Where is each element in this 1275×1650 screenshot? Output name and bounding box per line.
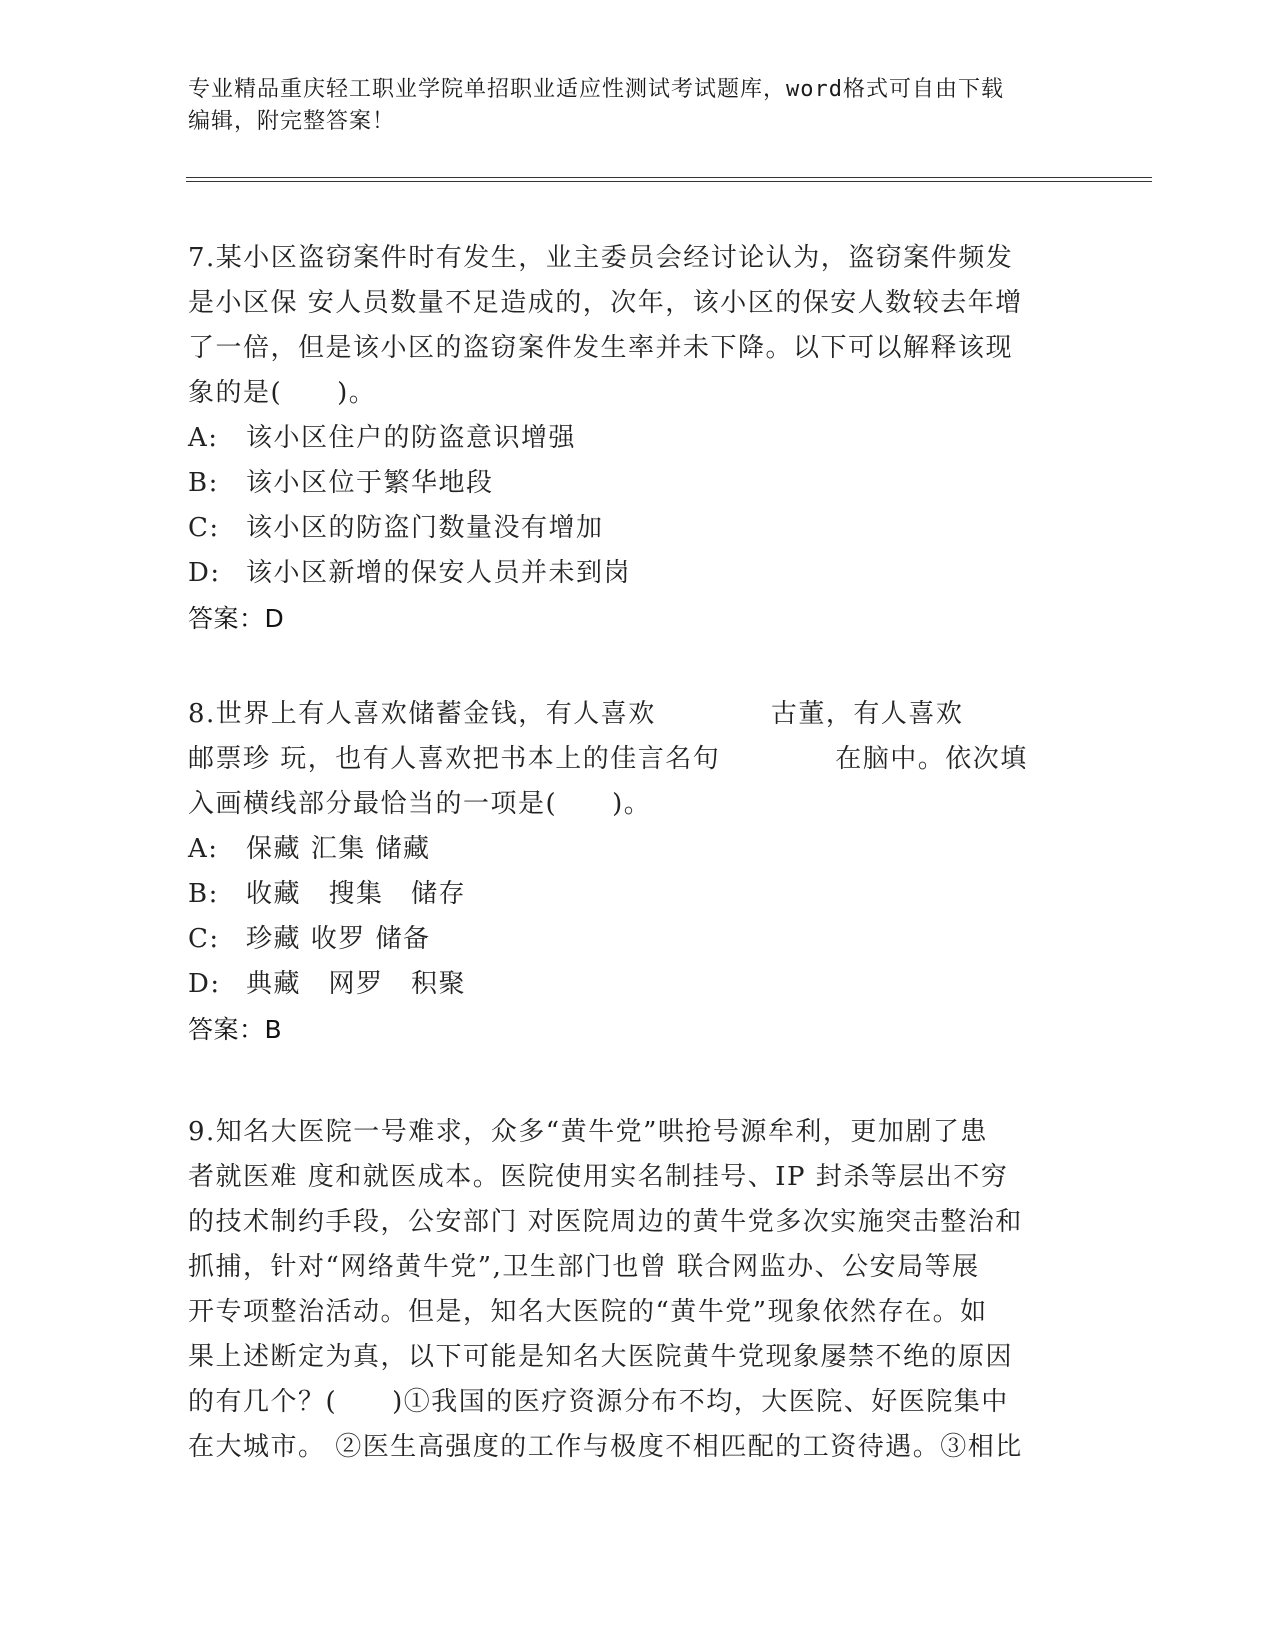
question-7 — [188, 236, 1108, 641]
option-key: B: — [188, 879, 219, 909]
option-a — [188, 416, 1108, 461]
option-key: B: — [188, 468, 219, 498]
option-key: C: — [188, 513, 220, 543]
header-line-1: 专业精品重庆轻工职业学院单招职业适应性测试考试题库，word格式可自由下载 — [188, 77, 1004, 102]
option-a — [188, 827, 1108, 872]
option-c — [188, 506, 1108, 551]
option-key: C: — [188, 924, 220, 954]
question-stem-line: 是小区保 安人员数量不足造成的，次年，该小区的保安人数较去年增 — [188, 288, 1023, 318]
question-stem-line: 9.知名大医院一号难求，众多“黄牛党”哄抢号源牟利，更加剧了患 — [188, 1117, 988, 1147]
option-text: 收藏 搜集 储存 — [246, 879, 467, 909]
option-text: 珍藏 收罗 储备 — [246, 924, 431, 954]
option-text: 保藏 汇集 储藏 — [246, 834, 431, 864]
question-stem-line: 者就医难 度和就医成本。医院使用实名制挂号、IP 封杀等层出不穷 — [188, 1162, 1009, 1192]
question-stem-line: 入画横线部分最恰当的一项是( )。 — [188, 789, 652, 819]
question-9 — [188, 1110, 1108, 1470]
stem-segment: 8.世界上有人喜欢储蓄金钱，有人喜欢 — [188, 699, 656, 729]
question-stem-line: 开专项整治活动。但是，知名大医院的“黄牛党”现象依然存在。如 — [188, 1297, 988, 1327]
question-8 — [188, 692, 1108, 1052]
document-header — [188, 74, 1088, 138]
option-key: A: — [188, 423, 219, 453]
option-key: D: — [188, 969, 221, 999]
question-stem-line — [188, 737, 1108, 782]
option-text: 该小区的防盗门数量没有增加 — [246, 513, 604, 543]
option-d — [188, 551, 1108, 596]
question-stem-line — [188, 692, 1108, 737]
question-stem-line: 象的是( )。 — [188, 378, 377, 408]
header-divider-top — [186, 177, 1152, 178]
option-text: 该小区位于繁华地段 — [246, 468, 494, 498]
answer-line: 答案：D — [188, 604, 285, 633]
question-stem-line: 的技术制约手段，公安部门 对医院周边的黄牛党多次实施突击整治和 — [188, 1207, 1023, 1237]
option-c — [188, 917, 1108, 962]
answer-line: 答案：B — [188, 1015, 283, 1044]
option-text: 典藏 网罗 积聚 — [246, 969, 467, 999]
option-text: 该小区新增的保安人员并未到岗 — [246, 558, 632, 588]
question-stem-line: 的有几个？( )①我国的医疗资源分布不均，大医院、好医院集中 — [188, 1387, 1009, 1417]
header-divider-bottom — [186, 181, 1152, 182]
header-line-2: 编辑，附完整答案！ — [188, 109, 396, 134]
question-stem-line: 了一倍，但是该小区的盗窃案件发生率并未下降。以下可以解释该现 — [188, 333, 1014, 363]
question-stem-line: 在大城市。 ②医生高强度的工作与极度不相匹配的工资待遇。③相比 — [188, 1432, 1023, 1462]
stem-segment: 在脑中。依次填 — [835, 744, 1028, 774]
option-key: D: — [188, 558, 221, 588]
option-text: 该小区住户的防盗意识增强 — [246, 423, 577, 453]
question-stem-line: 抓捕，针对“网络黄牛党”,卫生部门也曾 联合网监办、公安局等展 — [188, 1252, 980, 1282]
question-stem-line: 果上述断定为真，以下可能是知名大医院黄牛党现象屡禁不绝的原因 — [188, 1342, 1014, 1372]
option-b — [188, 461, 1108, 506]
stem-segment: 邮票珍 玩，也有人喜欢把书本上的佳言名句 — [188, 744, 721, 774]
option-key: A: — [188, 834, 219, 864]
option-b — [188, 872, 1108, 917]
option-d — [188, 962, 1108, 1007]
stem-segment: 古董，有人喜欢 — [770, 699, 964, 729]
question-stem-line: 7.某小区盗窃案件时有发生，业主委员会经讨论认为，盗窃案件频发 — [188, 243, 1014, 273]
